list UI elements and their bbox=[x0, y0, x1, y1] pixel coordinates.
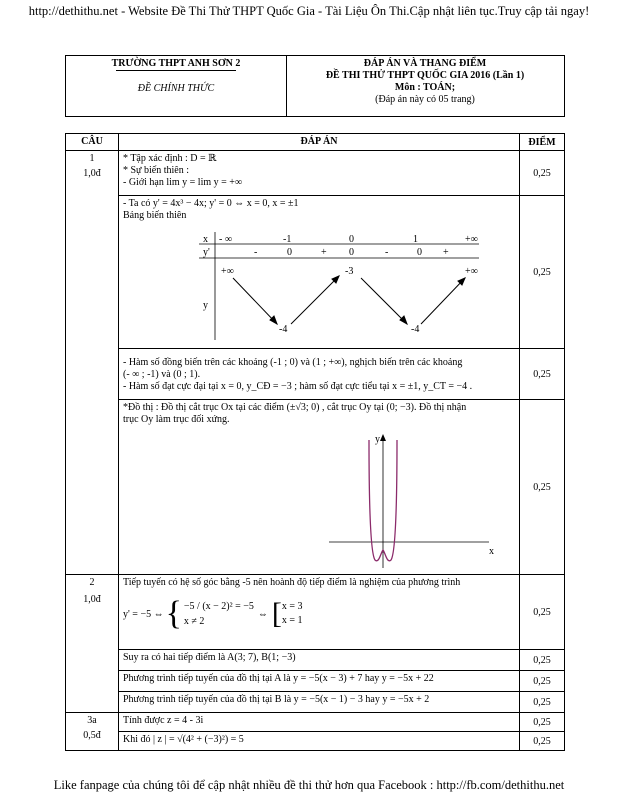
q1-num: 1 bbox=[89, 153, 95, 164]
table-row bbox=[66, 400, 565, 575]
bbt-x-val: +∞ bbox=[465, 234, 478, 245]
q2-r3: Phương trình tiếp tuyến của đồ thị tại A là y = −5(x − 3) + 7 hay y = −5x + 22 bbox=[119, 671, 520, 692]
arrowhead bbox=[400, 316, 407, 324]
text-line: trục Oy làm trục đối xứng. bbox=[123, 414, 230, 425]
q2-r3-points: 0,25 bbox=[520, 671, 565, 692]
subject: Môn : TOÁN; bbox=[394, 82, 456, 93]
text-line: - Hàm số đồng biến trên các khoảng (-1 ; 0) và (1 ; +∞), nghịch biến trên các khoảng bbox=[123, 357, 463, 368]
arrow-down bbox=[233, 278, 277, 324]
bbt-x-label: x bbox=[203, 234, 208, 245]
q3a-r2: Khi đó | z | = √(4² + (−3)²) = 5 bbox=[119, 732, 520, 751]
bbt-sign: + bbox=[443, 247, 449, 258]
bbt-yp-label: y' bbox=[203, 247, 210, 258]
table-row bbox=[66, 151, 565, 196]
bbt-y-label: y bbox=[203, 300, 208, 311]
official-label: ĐỀ CHÍNH THỨC bbox=[137, 83, 215, 94]
bbt-arrows bbox=[233, 276, 465, 324]
q2-r4-points: 0,25 bbox=[520, 692, 565, 713]
table-row bbox=[66, 575, 565, 650]
variation-table bbox=[199, 232, 499, 342]
bbt-sign: + bbox=[321, 247, 327, 258]
table-row bbox=[66, 349, 565, 400]
table-row bbox=[66, 732, 565, 751]
bbt-top-val: -3 bbox=[345, 266, 354, 277]
bbt-bot-val: -4 bbox=[279, 324, 288, 335]
q2-r1 bbox=[119, 575, 520, 650]
arrow-up bbox=[291, 276, 339, 324]
bbt-sign: 0 bbox=[287, 247, 292, 258]
text-line: * Tập xác định : D = ℝ bbox=[123, 153, 217, 164]
bbt-sign: - bbox=[385, 247, 389, 258]
q3a-num: 3a bbox=[87, 715, 97, 726]
text-line: - Hàm số đạt cực đại tại x = 0, y_CĐ = −3 ; hàm số đạt cực tiểu tại x = ±1, y_CT = −4 . bbox=[123, 381, 473, 392]
q3a-r1-points: 0,25 bbox=[520, 713, 565, 732]
text-line: Tiếp tuyến có hệ số góc bằng -5 nên hoành độ tiếp điểm là nghiệm của phương trình bbox=[123, 577, 461, 588]
bbt-x-val: 0 bbox=[349, 234, 354, 245]
brace: { bbox=[165, 595, 182, 632]
q2-equation bbox=[123, 597, 515, 631]
eq-solutions bbox=[282, 600, 303, 628]
text-line: - Ta có y' = 4x³ − 4x; y' = 0 ⇔ x = 0, x = ±1 bbox=[123, 198, 299, 209]
table-header bbox=[66, 134, 565, 151]
table-row bbox=[66, 650, 565, 671]
function-graph bbox=[309, 432, 509, 572]
q1-r2 bbox=[119, 196, 520, 349]
table-row bbox=[66, 713, 565, 732]
q3a-score: 0,5đ bbox=[83, 730, 101, 741]
q1-r2-points: 0,25 bbox=[520, 196, 565, 349]
col-cau: CÂU bbox=[66, 134, 119, 151]
eq-sol: x = 3 bbox=[281, 601, 303, 612]
graph-y-label: y bbox=[375, 434, 380, 445]
table-row bbox=[66, 671, 565, 692]
q1-r3-points: 0,25 bbox=[520, 349, 565, 400]
page-footer: Like fanpage của chúng tôi để cập nhật nhiều đề thi thử hơn qua Facebook : http://fb.com/dethithu.net bbox=[53, 778, 565, 792]
arrow-up bbox=[421, 278, 465, 324]
text-line: *Đồ thị : Đồ thị cắt trục Ox tại các điểm (±√3; 0) , cắt trục Oy tại (0; −3). Đồ thị nhận bbox=[123, 402, 467, 413]
q1-score: 1,0đ bbox=[83, 168, 101, 179]
q1-r1 bbox=[119, 151, 520, 196]
graph-x-label: x bbox=[489, 546, 494, 557]
col-dapan: ĐÁP ÁN bbox=[119, 134, 520, 151]
text-line: - Giới hạn lim y = lim y = +∞ bbox=[123, 177, 243, 188]
col-diem: ĐIỂM bbox=[520, 134, 565, 151]
header-left bbox=[66, 56, 287, 116]
bbt-x-val: - ∞ bbox=[219, 234, 232, 245]
divider bbox=[116, 70, 236, 71]
school-name: TRƯỜNG THPT ANH SƠN 2 bbox=[111, 58, 241, 69]
q3a-r1: Tính được z = 4 - 3i bbox=[119, 713, 520, 732]
q2-r2: Suy ra có hai tiếp điểm là A(3; 7), B(1; −3) bbox=[119, 650, 520, 671]
q2-r4: Phương trình tiếp tuyến của đồ thị tại B là y = −5(x − 1) − 3 hay y = −5x + 2 bbox=[119, 692, 520, 713]
eq-line: x ≠ 2 bbox=[183, 616, 205, 627]
text-line: (- ∞ ; -1) và (0 ; 1). bbox=[123, 369, 201, 380]
eq-mid: ⇔ bbox=[257, 608, 268, 620]
bbt-sign: 0 bbox=[349, 247, 354, 258]
eq-system bbox=[184, 599, 254, 629]
q2-num: 2 bbox=[89, 577, 95, 588]
q1-r1-points: 0,25 bbox=[520, 151, 565, 196]
site-banner: http://dethithu.net - Website Đề Thi Thử THPT Quốc Gia - Tài Liệu Ôn Thi.Cập nhật liên tục.Truy cập tải ngay! bbox=[28, 4, 590, 18]
q1-r3 bbox=[119, 349, 520, 400]
text-line: Bảng biến thiên bbox=[123, 210, 187, 221]
q3a-label bbox=[66, 713, 119, 751]
table-row bbox=[66, 692, 565, 713]
q2-label bbox=[66, 575, 119, 713]
eq-line: −5 / (x − 2)² = −5 bbox=[183, 601, 254, 612]
doc-subtitle: ĐỀ THI THỬ THPT QUỐC GIA 2016 (Lần 1) bbox=[325, 70, 525, 81]
bbt-top-val: +∞ bbox=[221, 266, 234, 277]
text-line: * Sự biến thiên : bbox=[123, 165, 189, 176]
eq-left: y' = −5 ⇔ bbox=[123, 608, 164, 620]
bbt-sign: 0 bbox=[417, 247, 422, 258]
bbt-sign: - bbox=[254, 247, 258, 258]
table-row bbox=[66, 196, 565, 349]
q2-r2-points: 0,25 bbox=[520, 650, 565, 671]
doc-title: ĐÁP ÁN VÀ THANG ĐIỂM bbox=[363, 58, 487, 69]
answer-table bbox=[65, 133, 565, 751]
q1-r4-points: 0,25 bbox=[520, 400, 565, 575]
q2-r1-points: 0,25 bbox=[520, 575, 565, 650]
bbt-top-val: +∞ bbox=[465, 266, 478, 277]
bbt-x-val: -1 bbox=[283, 234, 292, 245]
page-count: (Đáp án này có 05 trang) bbox=[375, 94, 475, 105]
y-axis-arrow bbox=[380, 434, 386, 441]
q1-r4 bbox=[119, 400, 520, 575]
q2-score: 1,0đ bbox=[83, 594, 101, 605]
eq-sol: x = 1 bbox=[281, 615, 303, 626]
bracket: [ bbox=[271, 597, 282, 630]
bbt-x-val: 1 bbox=[413, 234, 418, 245]
q3a-r2-points: 0,25 bbox=[520, 732, 565, 751]
arrow-down bbox=[361, 278, 407, 324]
q1-label bbox=[66, 151, 119, 575]
bbt-bot-val: -4 bbox=[411, 324, 420, 335]
exam-header bbox=[65, 55, 565, 117]
header-right bbox=[286, 56, 564, 118]
